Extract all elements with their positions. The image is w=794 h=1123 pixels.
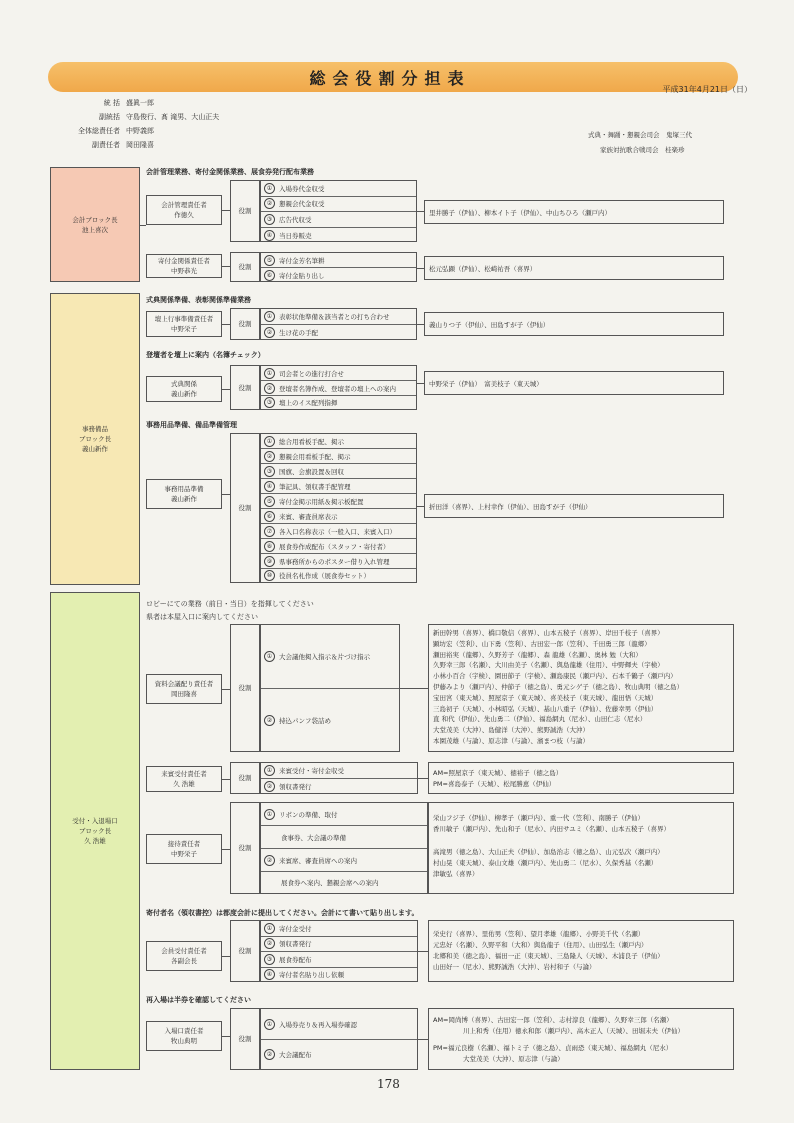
task-item: ③ 広告代収受 [261, 212, 416, 228]
page-title: 総会役割分担表 [309, 69, 471, 88]
ceremony-mc-1: 式典・舞踊・懇親会司会 鬼塚三代 [588, 131, 692, 139]
task-item: ⑦ 各入口名称表示（一般入口、来賓入口） [261, 524, 416, 539]
task-item: ② 生け花の手配 [261, 325, 416, 339]
task-list-supplies [260, 433, 417, 583]
task-item: ② 持込パンフ袋詰め [261, 689, 399, 751]
task-item: ⑨ 県事務所からのポスター借り入れ管理 [261, 554, 416, 569]
task-list-donation [260, 252, 417, 282]
leader-entrance: 入場口責任者 牧山典明 [146, 1021, 222, 1051]
task-item: ⑤ 寄付金掲示用紙＆掲示板配置 [261, 494, 416, 509]
leader-supplies: 事務用品準備 義山新作 [146, 479, 222, 509]
task-item: ② 登壇者名簿作成、登壇者の壇上への案内 [261, 381, 416, 396]
leader-guests: 来賓受付責任者 久 浩雄 [146, 766, 222, 792]
task-item: 展食券へ案内、懇親会席への案内 [281, 879, 379, 887]
task-item: ② 来賓席、審査員席への案内 [261, 849, 427, 872]
section-accounting: 会計管理業務、寄付金関係業務、展食券発行配布業務 [146, 168, 314, 176]
task-item: ④ 当日券販売 [261, 228, 416, 243]
task-item: ① 司会者との進行打合せ [261, 366, 416, 381]
task-item: ⑥ 来賓、審査員席表示 [261, 509, 416, 524]
task-item: ① 来賓受付・寄付金収受 [261, 763, 417, 779]
leader-members: 会員受付責任者 各副会長 [146, 941, 222, 971]
block-reception: 受付・入退場口 ブロック長 久 浩雄 [50, 592, 140, 1070]
task-list-accounting [260, 180, 417, 242]
role-label: 役割 [230, 308, 260, 340]
task-item: ① 入場券売り＆再入場券確認 [261, 1009, 417, 1040]
task-item: ① 寄付金受付 [261, 921, 417, 937]
people-members: 栄史行（喜界）、里佑男（笠利）、望月孝雄（龍郷）、小野美千代（名瀬） 元忠好（名瀬）、久野平和（大和）與島龍子（住用）、山田弘生（瀬戸内） 北郷和美（徳之島）、福田一正（東天城）、三島隆人（天城）、木浦良子（伊仙） 山田好一（尼水）、熊野誠浩（大沖）、岩村和子（与論） [428, 920, 734, 982]
task-list-hospitality [260, 802, 428, 894]
task-item: ① 総合用看板手配、掲示 [261, 434, 416, 449]
task-item: ⑥ 寄付金貼り出し [261, 268, 416, 282]
task-item: ③ 展食券配布 [261, 952, 417, 968]
task-list-materials [260, 624, 400, 752]
task-list-stage [260, 308, 417, 340]
section-stage-guide: 登壇者を壇上に案内（名簿チェック） [146, 351, 265, 359]
task-item: ⑩ 役員名札作成（展食券セット） [261, 569, 416, 582]
task-item: ① リボンの準備、取付 [261, 803, 427, 826]
role-label: 役割 [230, 802, 260, 894]
task-item: ② 懇親会代金収受 [261, 197, 416, 213]
task-item: ② 懇親会用看板手配、掲示 [261, 449, 416, 464]
note-entrance: 県者は本屋入口に案内してください [146, 613, 258, 621]
block-admin: 事務備品 ブロック長 義山新作 [50, 293, 140, 585]
task-item: ② 大会議配布 [261, 1040, 417, 1069]
role-label: 役割 [230, 365, 260, 410]
task-item: ③ 壇上のイス配列指揮 [261, 396, 416, 409]
role-label: 役割 [230, 1008, 260, 1070]
task-item: ① 大会議他掲入指示＆片づけ指示 [261, 625, 399, 689]
task-item: ① 入場券代金収受 [261, 181, 416, 197]
page-number: 178 [377, 1077, 400, 1091]
people-ceremony: 中野栄子（伊仙） 富美枝子（東天城） [424, 371, 724, 395]
role-label: 役割 [230, 252, 260, 282]
note-lobby: ロビーにての業務（前日・当日）を指揮してください [146, 600, 314, 608]
section-ceremony: 式典関係準備、表彰関係準備業務 [146, 296, 251, 304]
people-accounting: 里井勝子（伊仙）、柳本イト子（伊仙）、中山ちひろ（瀬戸内） [424, 200, 724, 224]
task-list-guests [260, 762, 418, 794]
task-item: ④ 筆記具、領収書手配管理 [261, 479, 416, 494]
note-reentry: 再入場は半券を確認してください [146, 996, 251, 1004]
leader-ceremony: 式典関係 義山新作 [146, 376, 222, 402]
role-label: 役割 [230, 433, 260, 583]
task-item: ① 表彰状他準備＆該当者との打ち合わせ [261, 309, 416, 325]
role-label: 役割 [230, 762, 260, 794]
role-label: 役割 [230, 624, 260, 752]
section-supplies: 事務用品準備、備品準備管理 [146, 421, 237, 429]
people-materials: 新田幹男（喜界）、橋口敬信（喜界）、山本五稜子（喜界）、岸田千枝子（喜界） 顕坊宏（笠利）、山下勇（笠利）、古田宏一郎（笠利）、千田勇三郎（龍郷） 瀬田裕実（龍郷）、久野芳子（龍郷）、森 龍雄（名瀬）、奥林 勉（大和） 久野幸三郎（名瀬）、大川由美子（名瀬）、與島龍雄（住用）、中野輝夫（宇検） 小林小百合（宇検）、園田節子（宇検）、瀬島康民（瀬戸内）、石本千鶴子（瀬戸内） 伊藤みより（瀬戸内）、仲節子（徳之島）、勇元シゲ子（徳之島）、牧山典明（徳之島） 宝田宮（東天城）、照屋京子（東天城）、喜美枝子（東天城）、龍田悟（天城） 三島初子（天城）、小林昭弘（天城）、基山八重子（伊仙）、佐藤幸男（伊仙） 直 和代（伊仙）、先山勇二（伊仙）、福島網丸（尼水）、山田仁志（尼水） 大堂茂美（大沖）、島健洋（大沖）、熊野誠浩（大沖） 本園茂雄（与論）、原志津（与論）、濱まつ枝（与論） [428, 624, 734, 752]
role-label: 役割 [230, 180, 260, 242]
task-item: ⑧ 展食券作成配布（スタッフ・寄付者） [261, 539, 416, 554]
task-list-ceremony [260, 365, 417, 410]
leader-donation: 寄付金関係責任者 中野恭光 [146, 254, 222, 278]
people-supplies: 折田洋（喜界）、上村幸作（伊仙）、田島すが子（伊仙） [424, 494, 724, 518]
task-item: ② 領収書発行 [261, 779, 417, 793]
block-accounting: 会計ブロック長 池上喜次 [50, 167, 140, 282]
task-list-entrance [260, 1008, 418, 1070]
task-item: ③ 国旗、会旗設置＆回収 [261, 464, 416, 479]
task-item: ② 領収書発行 [261, 937, 417, 953]
task-list-members [260, 920, 418, 982]
leader-stage: 壇上行事準備責任者 中野栄子 [146, 311, 222, 337]
people-stage: 義山りつ子（伊仙）、田島すが子（伊仙） [424, 312, 724, 336]
people-donation: 松元弘顕（伊仙）、松崎祐吾（喜界） [424, 256, 724, 280]
date: 平成31年4月21日（日） [662, 85, 752, 94]
people-entrance: AM=岡尚博（喜界）、古田宏一郎（笠利）、志村淳良（龍郷）、久野幸三郎（名瀬） 川上和秀（住用）徳永和郎（瀬戸内）、高木正人（天城）、田堀末夫（伊仙） PM=福元良樹（名瀬）、福トミ子（徳之島）、貞雨恐（東天城）、福島網丸（尼水） 大堂茂美（大沖）、原志津（与論） [428, 1008, 734, 1070]
people-hospitality: 栄山フジ子（伊仙）、柳孝子（瀬戸内）、重一代（笠利）、南勝子（伊仙） 香川敏子（瀬戸内）、先山和子（尼水）、内田サユミ（名瀬）、山本五稜子（喜界） 高滝男（徳之島）、大山正夫（伊仙）、加島治志（徳之島）、山元弘次（瀬戸内） 村山晃（東天城）、泰山文雄（瀬戸内）、先山勇二（尼水）、久保秀基（名瀬） 津敏弘（喜界） [428, 802, 734, 894]
leader-hospitality: 接待責任者 中野栄子 [146, 834, 222, 864]
task-item: 食事券、大会議の準備 [261, 826, 427, 849]
task-item: ⑤ 寄付金芳名筆耕 [261, 253, 416, 268]
leader-materials: 資料会議配り責任者 岡田隆喜 [146, 674, 222, 704]
ceremony-mc-2: 家族対抗歌合戦司会 桂楽珍 [600, 146, 685, 154]
staff-list: 統 括 盛眞一郎 副統括 守島俊行、髙 滝男、大山正夫 全体総責任者 中野義郎 副責任者 岡田隆喜 [78, 99, 220, 149]
leader-accounting: 会計管理責任者 作徳久 [146, 195, 222, 225]
note-donor: 寄付者名（領収書控）は都度会計に提出してください。会計にて書いて貼り出します。 [146, 909, 419, 917]
role-label: 役割 [230, 920, 260, 982]
people-guests: AM=照屋京子（東天城）、徳裕子（徳之島） PM=喜島泰子（天城）、松尾勝恵（伊仙） [428, 762, 734, 794]
task-item: ④ 寄付者名貼り出し依頼 [261, 968, 417, 981]
